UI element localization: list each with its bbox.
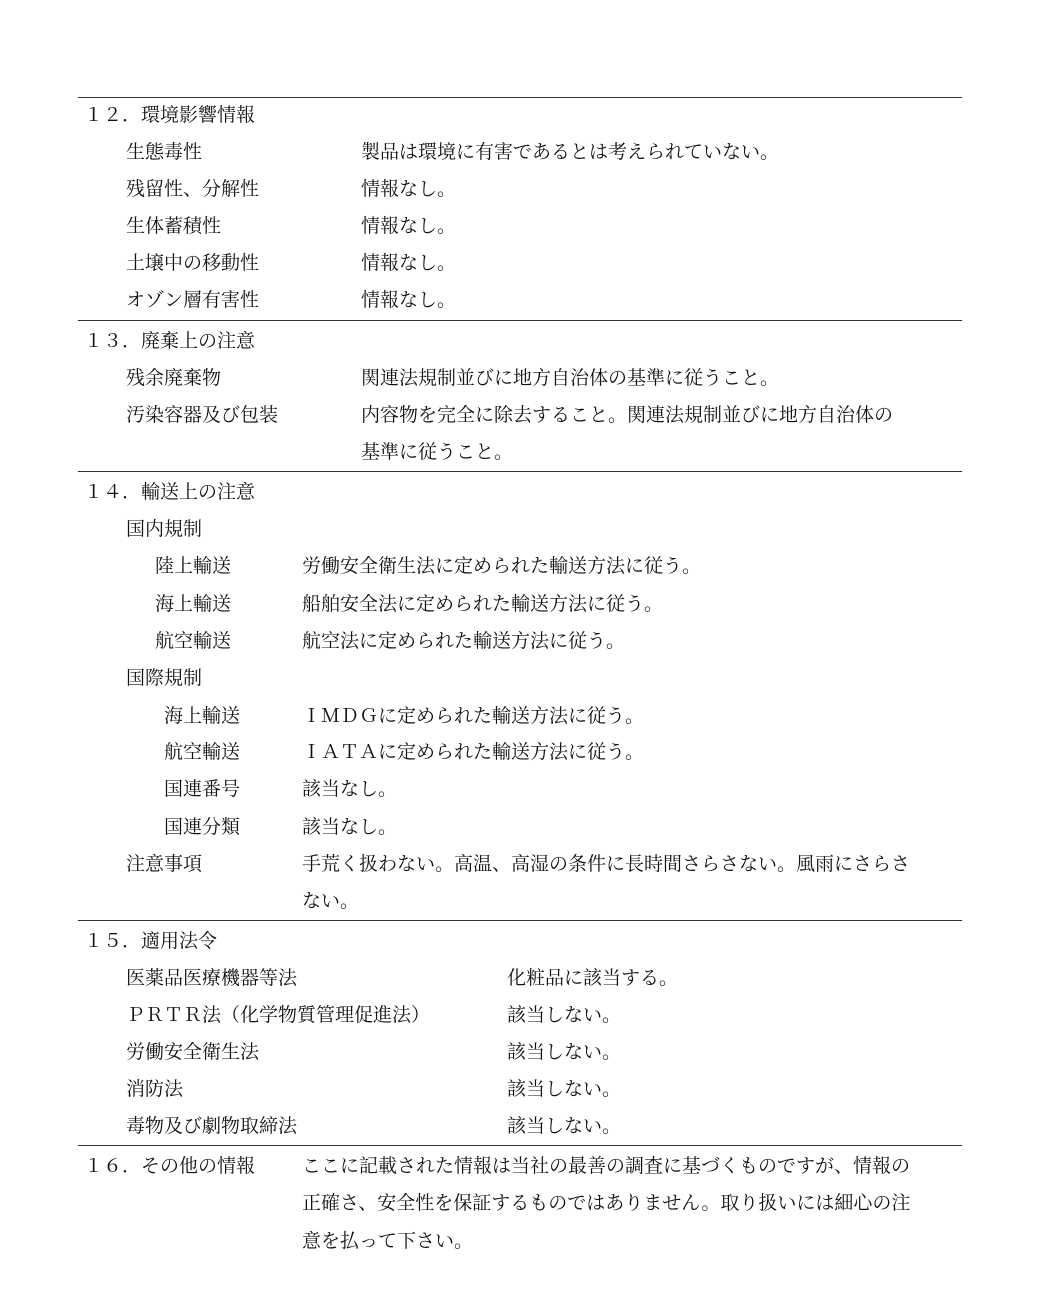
row-value: 情報なし。 — [361, 289, 457, 311]
row-label: 航空輸送 — [164, 741, 241, 763]
row-label: 残余廃棄物 — [126, 367, 222, 389]
section-title-14: １４．輸送上の注意 — [84, 481, 256, 503]
row-label: ＰＲＴＲ法（化学物質管理促進法） — [126, 1004, 431, 1026]
row-label: 生態毒性 — [126, 141, 203, 163]
row-value: 内容物を完全に除去すること。関連法規制並びに地方自治体の — [361, 404, 894, 426]
subsection-label-domestic: 国内規制 — [126, 518, 203, 540]
row-label: 国連分類 — [164, 816, 241, 838]
row-label: 残留性、分解性 — [126, 178, 260, 200]
section-divider — [78, 471, 962, 472]
row-label: 海上輸送 — [155, 593, 232, 615]
row-value: 該当なし。 — [302, 778, 398, 800]
section-divider — [78, 97, 962, 98]
row-label: 注意事項 — [126, 853, 203, 875]
row-value: 情報なし。 — [361, 252, 457, 274]
section-divider — [78, 920, 962, 921]
section-divider — [78, 1145, 962, 1146]
row-value: 船舶安全法に定められた輸送方法に従う。 — [302, 593, 664, 615]
section-title-16: １６．その他の情報 — [84, 1155, 256, 1177]
row-value: 製品は環境に有害であるとは考えられていない。 — [361, 141, 780, 163]
other-info-text: 意を払って下さい。 — [302, 1230, 474, 1252]
row-value: 該当しない。 — [507, 1078, 622, 1100]
row-label: 毒物及び劇物取締法 — [126, 1115, 298, 1137]
other-info-text: ここに記載された情報は当社の最善の調査に基づくものですが、情報の — [302, 1155, 911, 1177]
row-value: 該当しない。 — [507, 1041, 622, 1063]
row-value: 該当しない。 — [507, 1004, 622, 1026]
row-label: 汚染容器及び包装 — [126, 404, 279, 426]
row-value: 情報なし。 — [361, 215, 457, 237]
row-label: 航空輸送 — [155, 630, 232, 652]
row-value: 手荒く扱わない。高温、高湿の条件に長時間さらさない。風雨にさらさ — [302, 853, 911, 875]
row-value: 労働安全衛生法に定められた輸送方法に従う。 — [302, 555, 702, 577]
row-label: 土壌中の移動性 — [126, 252, 260, 274]
row-label: 海上輸送 — [164, 705, 241, 727]
row-value-continuation: ない。 — [302, 890, 360, 912]
row-value: 化粧品に該当する。 — [507, 967, 679, 989]
section-title-12: １２．環境影響情報 — [84, 104, 256, 126]
row-value: 航空法に定められた輸送方法に従う。 — [302, 630, 626, 652]
row-label: オゾン層有害性 — [126, 289, 260, 311]
row-label: 消防法 — [126, 1078, 184, 1100]
row-value: 情報なし。 — [361, 178, 457, 200]
row-label: 医薬品医療機器等法 — [126, 967, 298, 989]
row-label: 陸上輸送 — [155, 555, 232, 577]
section-title-13: １３．廃棄上の注意 — [84, 330, 256, 352]
other-info-text: 正確さ、安全性を保証するものではありません。取り扱いには細心の注 — [302, 1192, 911, 1214]
row-value: ＩＭＤＧに定められた輸送方法に従う。 — [302, 705, 645, 727]
row-value: 該当なし。 — [302, 816, 398, 838]
row-label: 国連番号 — [164, 778, 241, 800]
section-divider — [78, 320, 962, 321]
row-value: 関連法規制並びに地方自治体の基準に従うこと。 — [361, 367, 780, 389]
row-label: 労働安全衛生法 — [126, 1041, 260, 1063]
section-title-15: １５．適用法令 — [84, 930, 218, 952]
row-label: 生体蓄積性 — [126, 215, 222, 237]
subsection-label-international: 国際規制 — [126, 667, 203, 689]
row-value-continuation: 基準に従うこと。 — [361, 441, 514, 463]
row-value: 該当しない。 — [507, 1115, 622, 1137]
row-value: ＩＡＴＡに定められた輸送方法に従う。 — [302, 741, 645, 763]
